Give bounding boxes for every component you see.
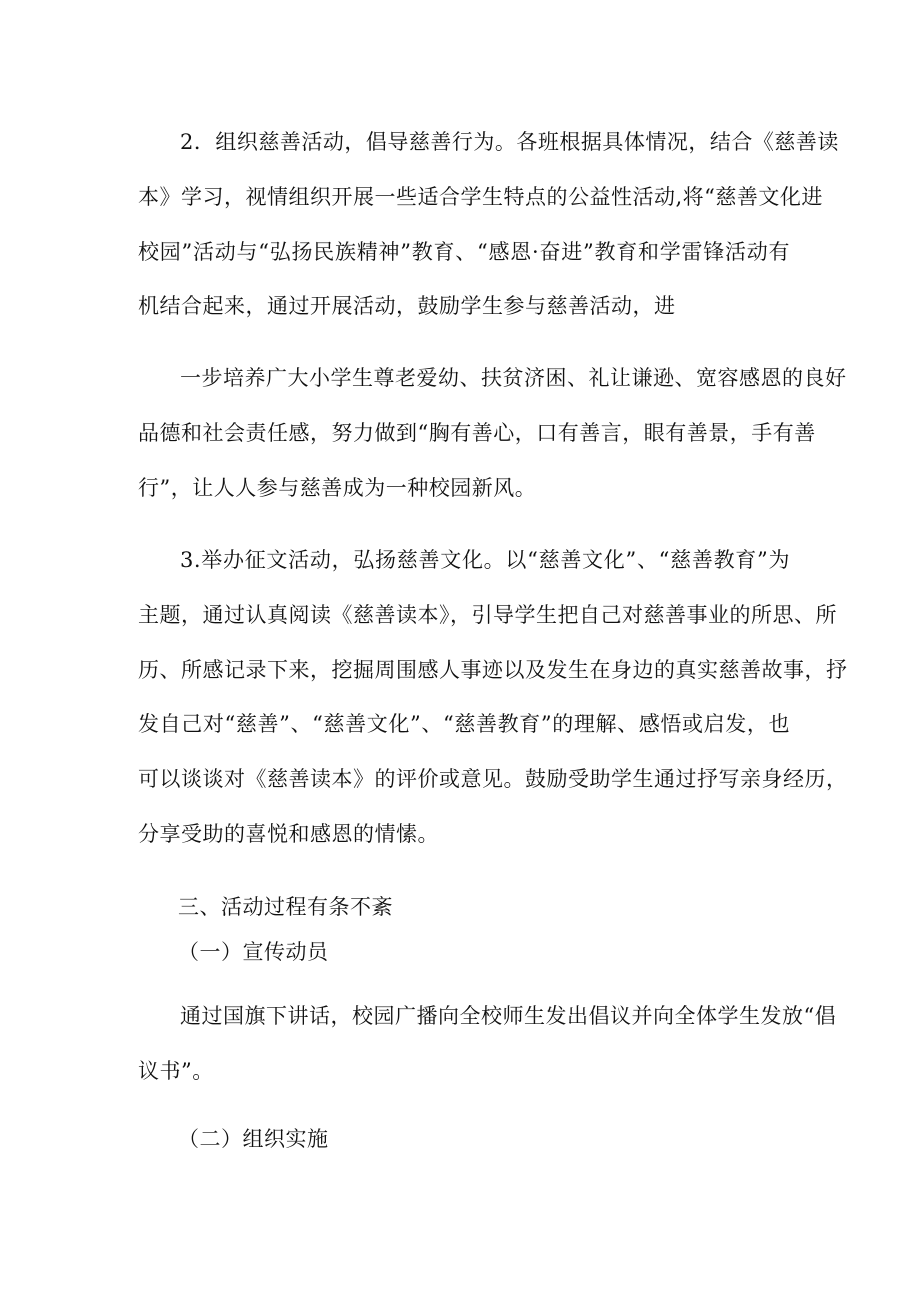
paragraph-1-line-3: 校园”活动与“弘扬民族精神”教育、“感恩·奋进”教育和学雷锋活动有 (138, 240, 790, 264)
section-heading-3: 三、活动过程有条不紊 (178, 895, 393, 919)
subheading-2: （二）组织实施 (178, 1127, 329, 1151)
paragraph-3-line-3: 历、所感记录下来，挖掘周围感人事迹以及发生在身边的真实慈善故事，抒 (138, 658, 848, 682)
paragraph-3-line-2: 主题，通过认真阅读《慈善读本》，引导学生把自己对慈善事业的所思、所 (138, 603, 837, 627)
subheading-1: （一）宣传动员 (178, 940, 329, 964)
paragraph-4-line-2: 议书”。 (138, 1059, 214, 1083)
paragraph-1-line-1: 2．组织慈善活动，倡导慈善行为。各班根据具体情况，结合《慈善读 (180, 130, 839, 154)
paragraph-1-line-2: 本》学习，视情组织开展一些适合学生特点的公益性活动,将“慈善文化进 (138, 185, 823, 209)
paragraph-2-line-3: 行”，让人人参与慈善成为一种校园新风。 (138, 476, 537, 500)
paragraph-2-line-2: 品德和社会责任感，努力做到“胸有善心，口有善言，眼有善景，手有善 (138, 421, 816, 445)
paragraph-2-line-1: 一步培养广大小学生尊老爱幼、扶贫济困、礼让谦逊、宽容感恩的良好 (180, 366, 847, 390)
paragraph-3-line-5: 可以谈谈对《慈善读本》的评价或意见。鼓励受助学生通过抒写亲身经历， (138, 767, 848, 791)
paragraph-1-line-4: 机结合起来，通过开展活动，鼓励学生参与慈善活动，进 (138, 294, 676, 318)
paragraph-3-line-6: 分享受助的喜悦和感恩的情愫。 (138, 822, 439, 846)
paragraph-4-line-1: 通过国旗下讲话，校园广播向全校师生发出倡议并向全体学生发放“倡 (180, 1004, 837, 1028)
paragraph-3-line-4: 发自己对“慈善”、“慈善文化”、“慈善教育”的理解、感悟或启发，也 (138, 712, 790, 736)
paragraph-3-line-1: 3.举办征文活动，弘扬慈善文化。以“慈善文化”、“慈善教育”为 (180, 548, 790, 572)
